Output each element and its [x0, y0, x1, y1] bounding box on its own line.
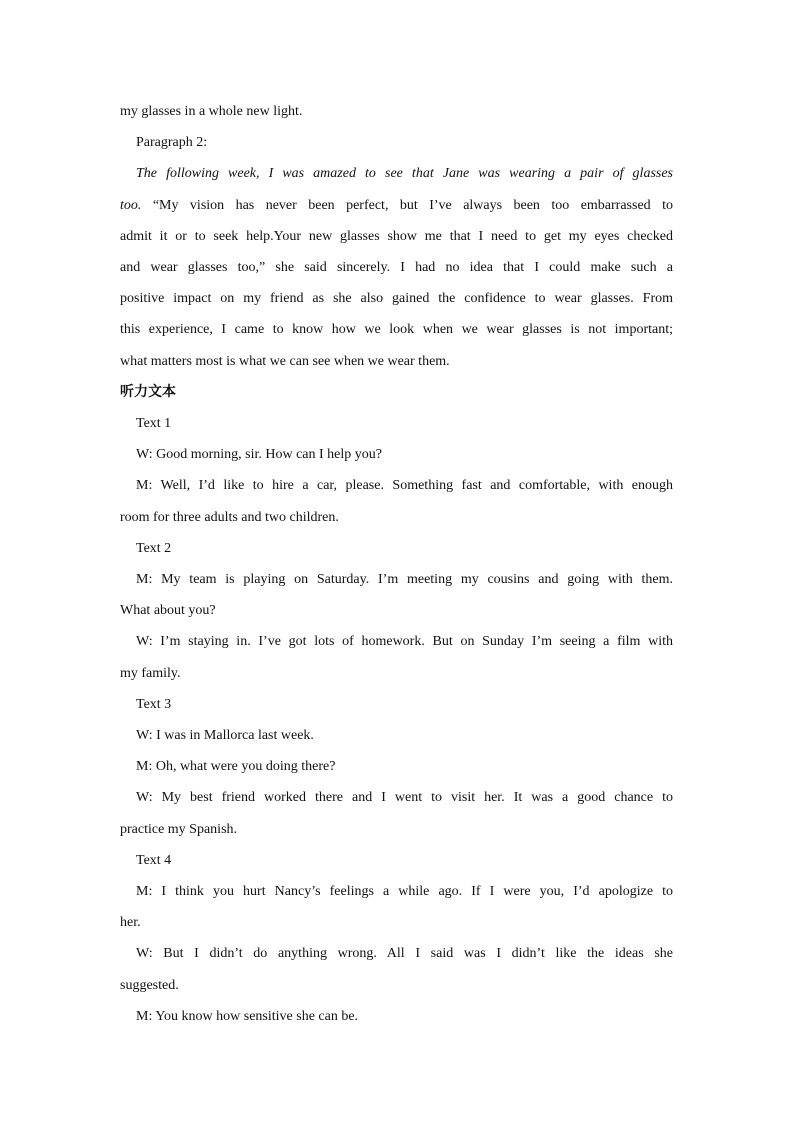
dialogue-line: W: But I didn’t do anything wrong. All I said was I didn’t like the ideas she	[136, 946, 673, 962]
dialogue-line: W: I’m staying in. I’ve got lots of homework. But on Sunday I’m seeing a film with	[136, 634, 673, 650]
essay-line: and wear glasses too,” she said sincerely. I had no idea that I could make such a	[120, 260, 673, 276]
section-heading: 听力文本	[120, 383, 176, 400]
paragraph-label: Paragraph 2:	[136, 135, 208, 151]
text-label: Text 2	[136, 540, 172, 556]
text-label: Text 3	[136, 696, 172, 712]
essay-line: admit it or to seek help.Your new glasses show me that I need to get my eyes checked	[120, 228, 673, 244]
dialogue-line: M: My team is playing on Saturday. I’m meeting my cousins and going with them.	[136, 572, 673, 588]
dialogue-line: suggested.	[120, 977, 179, 993]
dialogue-line: W: My best friend worked there and I went to visit her. It was a good chance to	[136, 790, 673, 806]
essay-line: positive impact on my friend as she also gained the confidence to wear glasses. From	[120, 291, 673, 307]
dialogue-line: M: Well, I’d like to hire a car, please. Something fast and comfortable, with enough	[136, 478, 673, 494]
dialogue-line: M: I think you hurt Nancy’s feelings a while ago. If I were you, I’d apologize to	[136, 884, 673, 900]
dialogue-line: W: Good morning, sir. How can I help you?	[136, 447, 382, 463]
dialogue-line: her.	[120, 915, 141, 931]
dialogue-line: What about you?	[120, 603, 216, 619]
text-label: Text 1	[136, 416, 172, 432]
dialogue-line: M: Oh, what were you doing there?	[136, 759, 336, 775]
essay-line: this experience, I came to know how we look when we wear glasses is not important;	[120, 322, 673, 338]
text-label: Text 4	[136, 852, 172, 868]
essay-line: my glasses in a whole new light.	[120, 104, 303, 119]
essay-quote: “My vision has never been perfect, but I’ve always been too embarrassed to	[141, 197, 673, 213]
dialogue-line: my family.	[120, 665, 181, 681]
dialogue-line: room for three adults and two children.	[120, 509, 339, 525]
dialogue-line: practice my Spanish.	[120, 821, 238, 837]
essay-italic-word: too.	[120, 197, 142, 213]
essay-line	[120, 190, 673, 221]
dialogue-line: M: You know how sensitive she can be.	[136, 1008, 359, 1024]
document-page	[120, 96, 673, 1032]
essay-line: what matters most is what we can see when we wear them.	[120, 353, 450, 369]
dialogue-line: W: I was in Mallorca last week.	[136, 728, 314, 744]
essay-line-opening: The following week, I was amazed to see that Jane was wearing a pair of glasses	[136, 166, 673, 182]
